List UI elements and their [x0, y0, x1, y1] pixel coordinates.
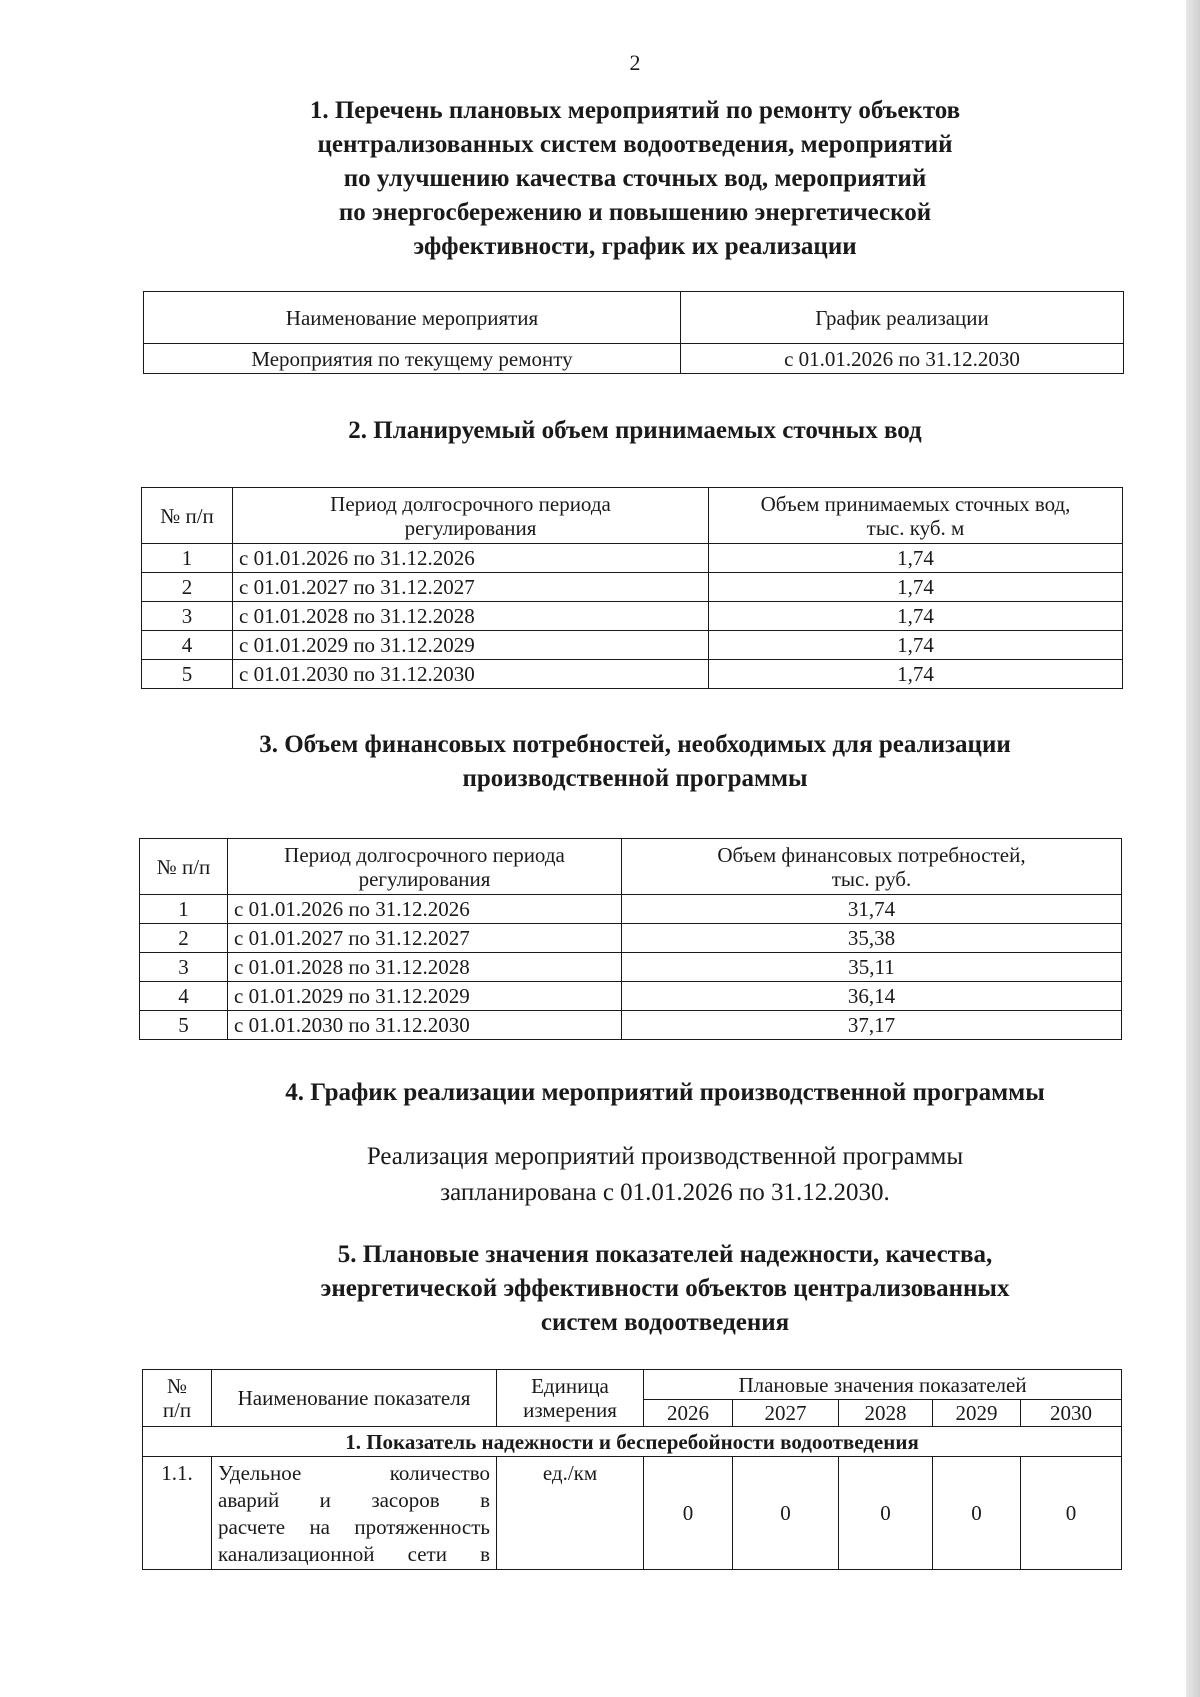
year-cell: 2026 — [644, 1400, 733, 1427]
header-cell — [233, 488, 709, 544]
section1-title-line: по энергосбережению и повышению энергетической — [338, 199, 932, 226]
table-cell: 4 — [142, 631, 233, 660]
section5-title-line: 5. Плановые значения показателей надежности, качества, — [337, 1241, 993, 1268]
header-line: Период долгосрочного периода — [284, 842, 565, 867]
table-row — [142, 602, 1123, 631]
header-line: тыс. руб. — [831, 866, 912, 891]
indicator-name-line: Удельное количество — [218, 1461, 490, 1485]
table-cell: 1 — [142, 544, 233, 573]
table-cell: с 01.01.2027 по 31.12.2027 — [228, 924, 622, 953]
table-cell: 2 — [140, 924, 228, 953]
header-cell — [143, 1370, 212, 1427]
table-row — [140, 953, 1122, 982]
table-row — [140, 982, 1122, 1011]
header-line: Единица — [531, 1374, 609, 1398]
section2-table — [141, 487, 1123, 689]
table-cell: 1,74 — [709, 573, 1123, 602]
group-title-cell: 1. Показатель надежности и бесперебойности водоотведения — [143, 1427, 1122, 1457]
section5-title-line: энергетической эффективности объектов централизованных — [320, 1275, 1010, 1302]
section1-title-line: по улучшению качества сточных вод, мероприятий — [343, 165, 927, 192]
table-cell: 0 — [644, 1457, 733, 1570]
table-cell: с 01.01.2027 по 31.12.2027 — [233, 573, 709, 602]
table-cell: 4 — [140, 982, 228, 1011]
header-line: Объем принимаемых сточных вод, — [760, 491, 1071, 516]
table-cell — [212, 1457, 497, 1570]
table-cell: 3 — [140, 953, 228, 982]
section3-title-line: производственной программы — [462, 765, 808, 792]
table-row — [143, 1457, 1122, 1570]
header-cell: № п/п — [140, 839, 228, 895]
section5-title-line: систем водоотведения — [540, 1309, 790, 1336]
table-cell: 0 — [1021, 1457, 1122, 1570]
year-cell: 2030 — [1021, 1400, 1122, 1427]
table-cell: 31,74 — [622, 895, 1122, 924]
table-row — [142, 573, 1123, 602]
header-cell — [709, 488, 1123, 544]
header-line: Период долгосрочного периода — [330, 491, 611, 516]
table-cell: ед./км — [497, 1457, 644, 1570]
header-cell: График реализации — [681, 292, 1124, 344]
table-cell: с 01.01.2026 по 31.12.2030 — [681, 344, 1124, 374]
table-cell: 35,38 — [622, 924, 1122, 953]
table-header-row — [144, 292, 1124, 344]
table-cell: с 01.01.2030 по 31.12.2030 — [233, 660, 709, 689]
header-cell — [622, 839, 1122, 895]
table-cell: 37,17 — [622, 1011, 1122, 1040]
header-line: тыс. куб. м — [866, 515, 965, 540]
section4-text-line: Реализация мероприятий производственной программы — [366, 1143, 964, 1170]
year-cell: 2027 — [733, 1400, 839, 1427]
header-line: Объем финансовых потребностей, — [717, 842, 1026, 867]
table-cell: с 01.01.2028 по 31.12.2028 — [233, 602, 709, 631]
section1-table — [143, 291, 1124, 374]
table-group-row — [143, 1427, 1122, 1457]
header-cell: Плановые значения показателей — [644, 1370, 1122, 1400]
table-cell: с 01.01.2026 по 31.12.2026 — [228, 895, 622, 924]
table-cell: 1,74 — [709, 544, 1123, 573]
table-cell: с 01.01.2026 по 31.12.2026 — [233, 544, 709, 573]
section3-title — [0, 728, 1200, 796]
table-cell: 3 — [142, 602, 233, 631]
table-row — [140, 924, 1122, 953]
section1-title-line: эффективности, график их реализации — [413, 233, 857, 260]
section3-title-line: 3. Объем финансовых потребностей, необходимых для реализации — [259, 731, 1011, 758]
table-cell: с 01.01.2028 по 31.12.2028 — [228, 953, 622, 982]
section1-title-line: 1. Перечень плановых мероприятий по ремонту объектов — [309, 97, 961, 124]
section1-title-line: централизованных систем водоотведения, мероприятий — [317, 131, 953, 158]
section4-text-line: запланирована с 01.01.2026 по 31.12.2030. — [440, 1179, 890, 1206]
section1-title — [0, 94, 1200, 264]
table-cell: 0 — [839, 1457, 933, 1570]
table-row — [142, 660, 1123, 689]
page-number: 2 — [629, 50, 641, 75]
header-cell — [228, 839, 622, 895]
table-header-row — [140, 839, 1122, 895]
section5-table — [142, 1369, 1122, 1570]
table-row — [140, 1011, 1122, 1040]
table-cell: 2 — [142, 573, 233, 602]
table-cell: 0 — [933, 1457, 1021, 1570]
table-cell: 36,14 — [622, 982, 1122, 1011]
indicator-name-line: расчете на протяженность — [218, 1515, 490, 1539]
table-row — [142, 631, 1123, 660]
table-header-row — [142, 488, 1123, 544]
header-cell: Наименование показателя — [212, 1370, 497, 1427]
header-line: регулирования — [358, 866, 491, 891]
table-cell: 5 — [140, 1011, 228, 1040]
header-cell: № п/п — [142, 488, 233, 544]
header-cell: Наименование мероприятия — [144, 292, 681, 344]
table-cell: 0 — [733, 1457, 839, 1570]
section4-text — [0, 1139, 1200, 1211]
table-cell: 35,11 — [622, 953, 1122, 982]
table-cell: 1 — [140, 895, 228, 924]
section5-title — [0, 1238, 1200, 1340]
table-cell: с 01.01.2029 по 31.12.2029 — [228, 982, 622, 1011]
header-line: № — [166, 1374, 188, 1398]
indicator-name-line: канализационной сети в — [218, 1542, 490, 1566]
table-row — [144, 344, 1124, 374]
table-cell: 1.1. — [143, 1457, 212, 1570]
table-cell: Мероприятия по текущему ремонту — [144, 344, 681, 374]
table-cell: 1,74 — [709, 631, 1123, 660]
table-cell: с 01.01.2029 по 31.12.2029 — [233, 631, 709, 660]
table-cell: с 01.01.2030 по 31.12.2030 — [228, 1011, 622, 1040]
table-header-row — [143, 1370, 1122, 1400]
section4-title: 4. График реализации мероприятий производственной программы — [285, 1079, 1045, 1106]
table-cell: 5 — [142, 660, 233, 689]
table-row — [142, 544, 1123, 573]
year-cell: 2028 — [839, 1400, 933, 1427]
table-row — [140, 895, 1122, 924]
header-line: измерения — [523, 1398, 617, 1422]
table-cell: 1,74 — [709, 602, 1123, 631]
indicator-name-line: аварий и засоров в — [218, 1488, 490, 1512]
header-line: регулирования — [404, 515, 537, 540]
section2-title: 2. Планируемый объем принимаемых сточных вод — [348, 417, 922, 444]
section3-table — [139, 838, 1122, 1040]
header-line: п/п — [162, 1398, 192, 1422]
table-cell: 1,74 — [709, 660, 1123, 689]
year-cell: 2029 — [933, 1400, 1021, 1427]
header-cell — [497, 1370, 644, 1427]
